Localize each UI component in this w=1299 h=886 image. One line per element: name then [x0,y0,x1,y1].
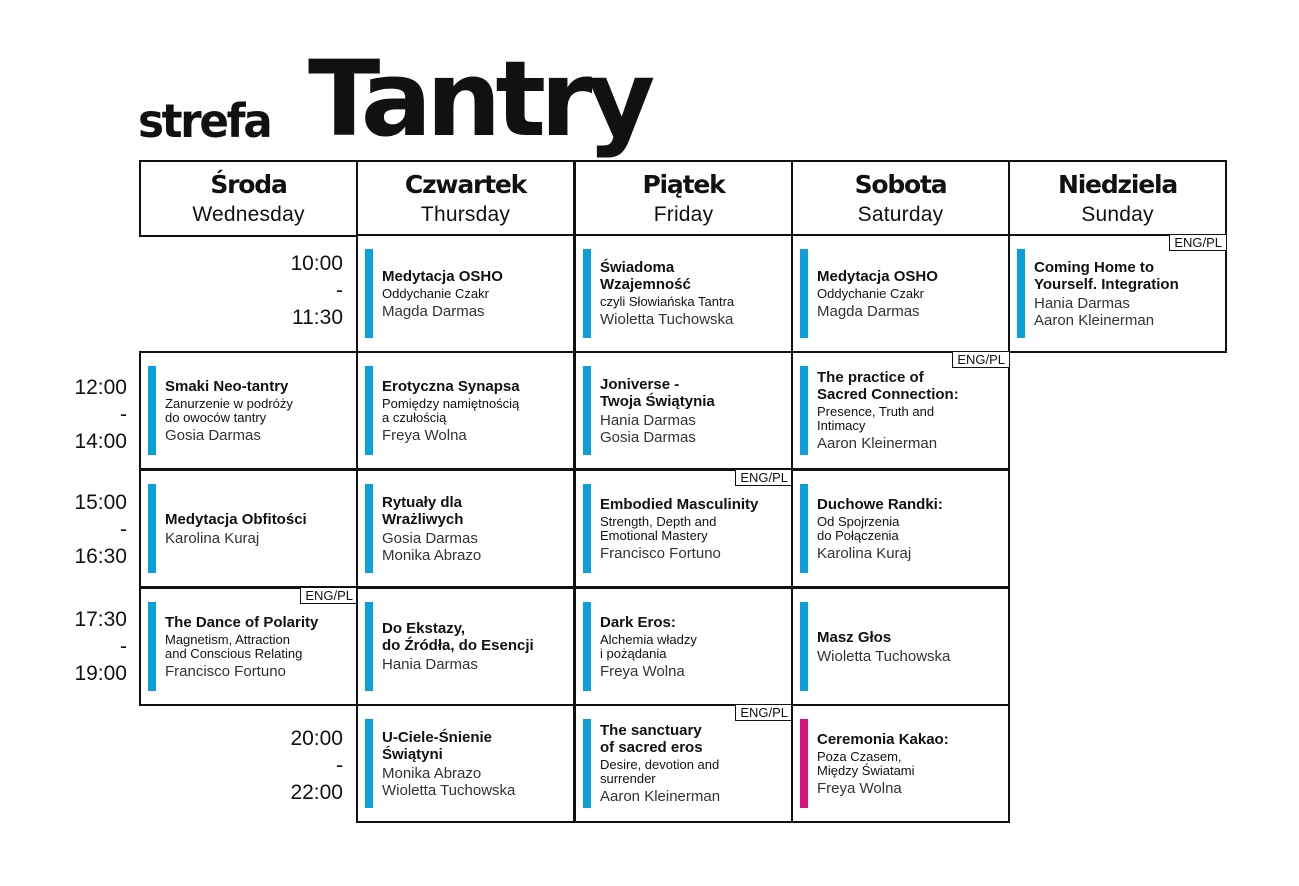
category-bar [365,249,373,338]
category-bar [800,249,808,338]
category-bar [800,366,808,455]
event-card[interactable] [791,587,1010,706]
event-card[interactable] [139,587,358,706]
day-header [356,160,575,237]
event-title: U-Ciele-Śnienie Świątyni [382,728,493,763]
category-bar [148,366,156,455]
category-bar [1017,249,1025,338]
event-content [817,236,1004,351]
event-host: Aaron Kleinerman [600,788,721,805]
event-host: Karolina Kuraj [165,529,260,547]
event-host: Wioletta Tuchowska [600,311,734,328]
time-start: 10:00 [290,252,343,275]
title-tantry: Tantry [308,38,650,160]
event-content [165,589,352,704]
event-card[interactable] [574,704,793,823]
event-content [382,471,569,586]
time-end: 14:00 [74,430,127,453]
event-subtitle: Od Spojrzenia do Połączenia [817,513,900,543]
language-badge: ENG/PL [735,704,793,721]
time-start: 17:30 [74,608,127,631]
language-badge: ENG/PL [300,587,358,604]
time-sep: - [120,635,127,658]
time-slot-label [32,606,127,687]
event-host: Monika Abrazo Wioletta Tuchowska [382,764,516,799]
event-content [817,353,1004,468]
time-sep: - [120,403,127,426]
category-bar [365,719,373,808]
event-title: Dark Eros: [600,613,676,631]
day-name-pl: Piątek [642,170,725,199]
time-sep: - [336,279,343,302]
time-end: 11:30 [292,306,343,329]
event-subtitle: Presence, Truth and Intimacy [817,404,935,433]
event-card[interactable] [139,351,358,470]
day-header [1008,160,1227,237]
event-content [600,236,787,351]
time-start: 15:00 [74,491,127,514]
category-bar [583,602,591,691]
event-title: The practice of Sacred Connection: [817,369,959,403]
event-card[interactable] [574,234,793,353]
day-header [139,160,358,237]
time-slot-label [32,489,127,570]
event-title: Rytuały dla Wrażliwych [382,493,464,528]
event-card[interactable] [574,587,793,706]
event-title: Medytacja OSHO [817,267,938,285]
event-subtitle: czyli Słowiańska Tantra [600,294,735,309]
event-title: Do Ekstazy, do Źródła, do Esencji [382,620,534,654]
day-name-pl: Niedziela [1057,170,1178,199]
event-card[interactable] [356,469,575,588]
event-subtitle: Poza Czasem, Między Światami [817,748,915,778]
event-title: Medytacja Obfitości [165,510,307,528]
category-bar [800,602,808,691]
event-title: Smaki Neo-tantry [165,377,289,395]
event-title: Świadoma Wzajemność [600,259,691,293]
event-host: Gosia Darmas Monika Abrazo [382,529,482,564]
time-end: 22:00 [290,781,343,804]
language-badge: ENG/PL [952,351,1010,368]
day-header [791,160,1010,237]
time-sep: - [336,754,343,777]
category-bar [583,484,591,573]
language-badge: ENG/PL [1169,234,1227,251]
event-content [382,589,569,704]
event-title: Coming Home to Yourself. Integration [1034,258,1179,293]
event-title: Embodied Masculinity [600,495,759,513]
event-content [382,353,569,468]
event-card[interactable] [574,351,793,470]
event-content [600,471,787,586]
event-card[interactable] [791,469,1010,588]
event-content [817,471,1004,586]
event-host: Freya Wolna [817,779,902,797]
event-card[interactable] [791,704,1010,823]
event-host: Francisco Fortuno [165,662,286,680]
time-end: 19:00 [74,662,127,685]
event-host: Karolina Kuraj [817,544,912,562]
time-start: 20:00 [290,727,343,750]
event-card[interactable] [1008,234,1227,353]
event-subtitle: Desire, devotion and surrender [600,757,720,786]
event-title: The Dance of Polarity [165,613,319,631]
event-card[interactable] [356,704,575,823]
time-slot-label [248,725,343,806]
event-card[interactable] [356,587,575,706]
time-slot-label [248,250,343,331]
day-name-en: Friday [653,203,714,226]
day-header [574,160,793,237]
event-host: Hania Darmas Aaron Kleinerman [1034,294,1155,329]
event-host: Hania Darmas [382,656,478,673]
event-host: Gosia Darmas [165,426,261,444]
event-content [817,706,1004,821]
event-title: Joniverse - Twoja Świątynia [600,375,715,410]
event-content [165,353,352,468]
language-badge: ENG/PL [735,469,793,486]
event-card[interactable] [139,469,358,588]
event-content [165,471,352,586]
event-subtitle: Pomiędzy namiętnością a czułością [382,395,520,425]
event-card[interactable] [574,469,793,588]
time-slot-label [32,374,127,455]
category-bar [583,366,591,455]
event-content [382,706,569,821]
event-subtitle: Alchemia władzy i pożądania [600,631,697,661]
event-host: Magda Darmas [382,302,485,320]
event-title: Ceremonia Kakao: [817,730,949,748]
event-host: Wioletta Tuchowska [817,647,951,665]
event-card[interactable] [356,234,575,353]
day-name-en: Wednesday [192,203,305,226]
category-bar [365,484,373,573]
event-title: Medytacja OSHO [382,267,503,285]
time-sep: - [120,518,127,541]
category-bar [365,366,373,455]
event-content [1034,236,1221,351]
category-bar [800,719,808,808]
event-host: Aaron Kleinerman [817,435,938,452]
category-bar [800,484,808,573]
category-bar [583,719,591,808]
time-start: 12:00 [74,376,127,399]
day-name-pl: Czwartek [404,170,527,199]
event-subtitle: Magnetism, Attraction and Conscious Relating [165,631,303,661]
event-subtitle: Oddychanie Czakr [817,285,924,301]
event-content [817,589,1004,704]
time-end: 16:30 [74,545,127,568]
event-title: The sanctuary of sacred eros [600,722,703,756]
day-name-en: Sunday [1081,203,1154,226]
day-name-pl: Sobota [854,170,947,199]
category-bar [365,602,373,691]
event-title: Erotyczna Synapsa [382,377,520,395]
category-bar [148,484,156,573]
event-card[interactable] [791,234,1010,353]
event-content [600,589,787,704]
title-strefa: strefa [138,94,271,148]
event-host: Hania Darmas Gosia Darmas [600,411,696,446]
category-bar [583,249,591,338]
event-title: Duchowe Randki: [817,495,943,513]
event-host: Francisco Fortuno [600,544,721,562]
event-card[interactable] [791,351,1010,470]
event-host: Freya Wolna [382,426,467,444]
event-title: Masz Głos [817,628,892,646]
category-bar [148,602,156,691]
day-name-pl: Środa [210,170,287,199]
day-name-en: Thursday [420,203,511,226]
event-host: Magda Darmas [817,302,920,320]
event-content [600,353,787,468]
event-card[interactable] [356,351,575,470]
event-subtitle: Zanurzenie w podróży do owoców tantry [165,395,293,425]
day-name-en: Saturday [857,203,944,226]
event-content [600,706,787,821]
event-host: Freya Wolna [600,662,685,680]
event-subtitle: Oddychanie Czakr [382,285,489,301]
event-content [382,236,569,351]
event-subtitle: Strength, Depth and Emotional Mastery [600,513,717,543]
